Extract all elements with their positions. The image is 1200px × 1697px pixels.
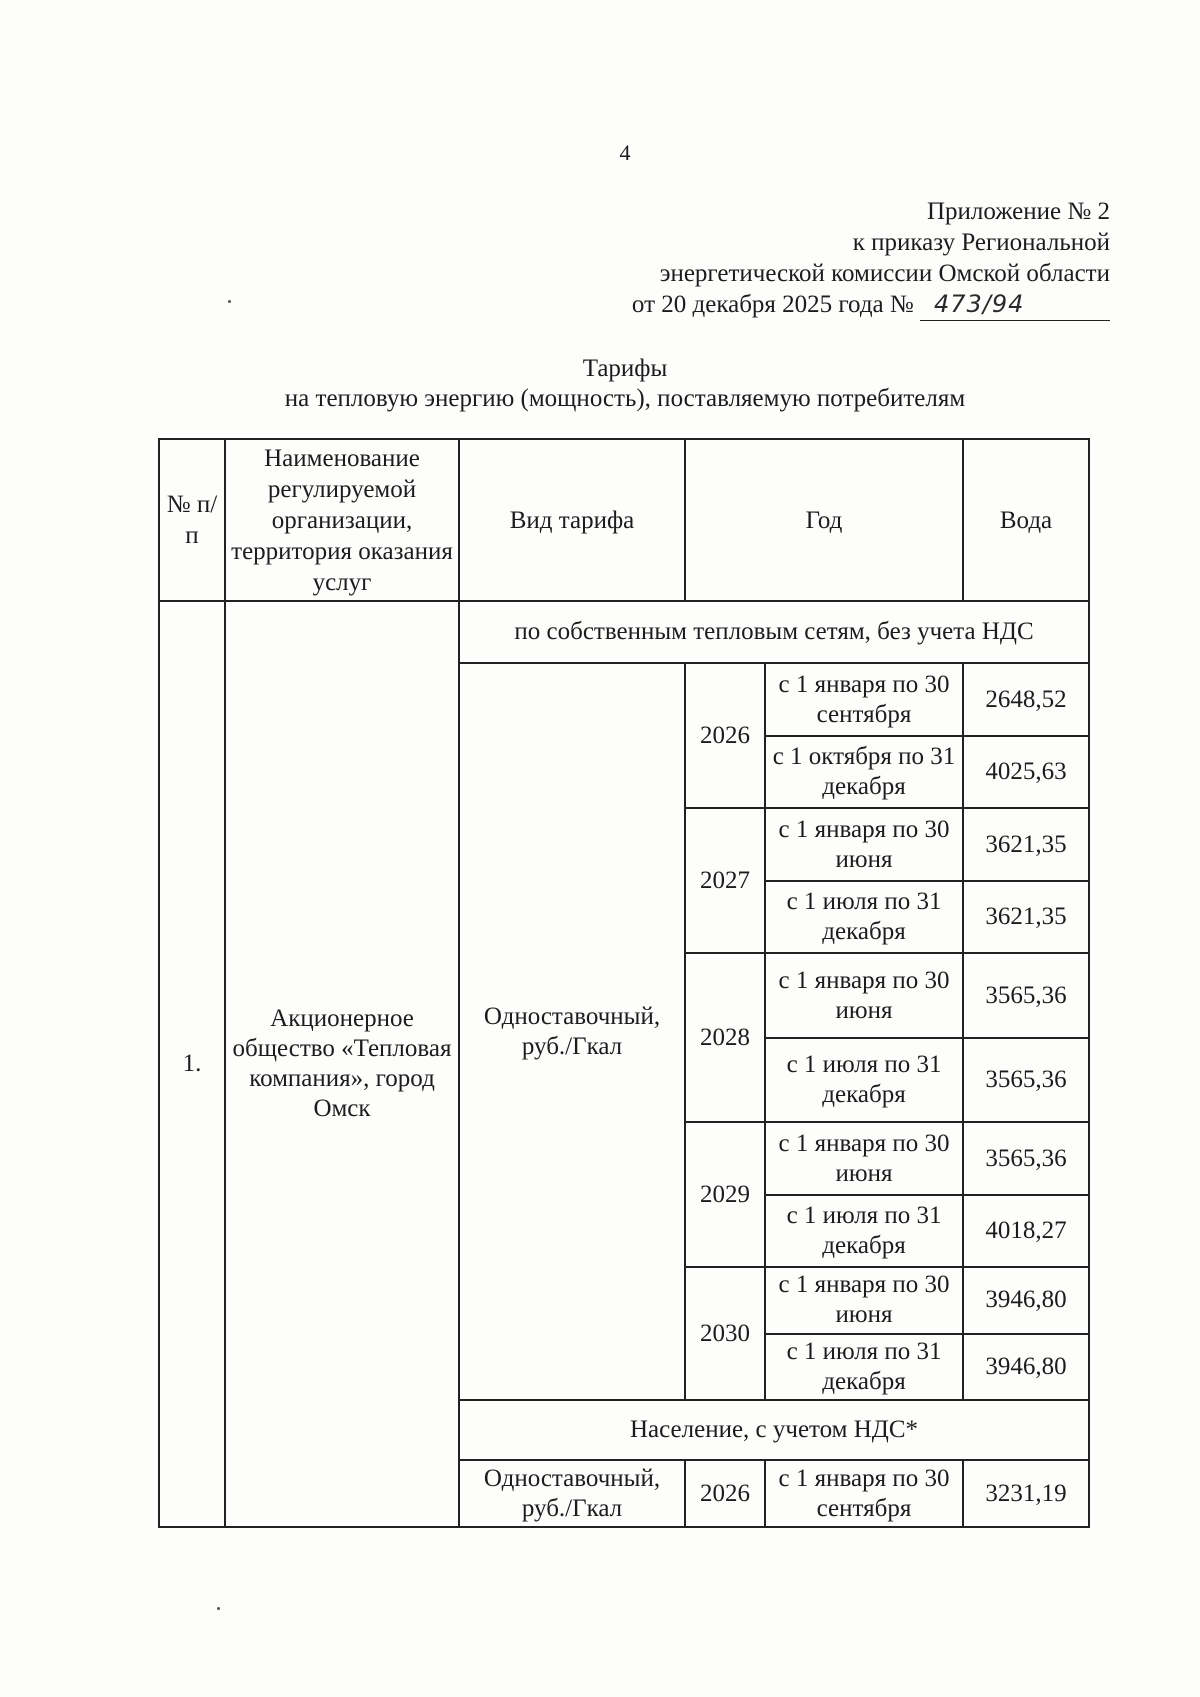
value-cell: 3621,35 [963,808,1089,880]
period-cell: с 1 января по 30 сентября [765,663,963,735]
header-num: № п/п [159,439,225,601]
period-cell: с 1 января по 30 июня [765,1122,963,1194]
tariff-table [158,438,1090,1528]
period-cell: с 1 июля по 31 декабря [765,1195,963,1267]
org-name: Акционерное общество «Тепловая компания», город Омск [225,601,459,1527]
year-cell: 2026 [685,1460,765,1527]
section-population: Население, с учетом НДС* [459,1400,1089,1460]
period-cell: с 1 июля по 31 декабря [765,1038,963,1123]
year-cell: 2028 [685,953,765,1122]
title-line-1: Тарифы [582,355,668,382]
header-vid: Вид тарифа [459,439,685,601]
order-number-field [920,289,1110,321]
appendix-line-1: Приложение № 2 [926,198,1110,225]
order-number: 473/94 [934,290,1025,318]
year-cell: 2026 [685,663,765,808]
tariff-type: Одноставочный, руб./Гкал [459,663,685,1400]
header-god: Год [685,439,963,601]
row-number: 1. [159,601,225,1527]
value-cell: 3565,36 [963,1122,1089,1194]
year-cell: 2029 [685,1122,765,1267]
appendix-line-3: энергетической комиссии Омской области [659,260,1110,287]
appendix-line-2: к приказу Региональной [852,229,1110,256]
value-cell: 3621,35 [963,881,1089,953]
year-cell: 2027 [685,808,765,953]
value-cell: 3565,36 [963,953,1089,1038]
table-row [159,601,1089,663]
table-header-row [159,439,1089,601]
header-voda: Вода [963,439,1089,601]
page-number: 4 [619,140,631,165]
title-line-2: на тепловую энергию (мощность), поставляемую потребителям [284,385,966,412]
document-title [0,354,1200,414]
value-cell: 4018,27 [963,1195,1089,1267]
scan-speck [228,300,231,303]
period-cell: с 1 июля по 31 декабря [765,1334,963,1400]
value-cell: 4025,63 [963,736,1089,808]
value-cell: 3231,19 [963,1460,1089,1527]
tariff-type-population: Одноставочный, руб./Гкал [459,1460,685,1527]
value-cell: 2648,52 [963,663,1089,735]
period-cell: с 1 января по 30 июня [765,953,963,1038]
header-org: Наименование регулируемой организации, территория оказания услуг [225,439,459,601]
value-cell: 3946,80 [963,1334,1089,1400]
value-cell: 3565,36 [963,1038,1089,1123]
period-cell: с 1 января по 30 сентября [765,1460,963,1527]
period-cell: с 1 января по 30 июня [765,1267,963,1333]
appendix-header [490,196,1110,321]
value-cell: 3946,80 [963,1267,1089,1333]
period-cell: с 1 июля по 31 декабря [765,881,963,953]
period-cell: с 1 октября по 31 декабря [765,736,963,808]
year-cell: 2030 [685,1267,765,1400]
appendix-line-4 [490,289,1110,321]
period-cell: с 1 января по 30 июня [765,808,963,880]
appendix-date: от 20 декабря 2025 года № [631,291,914,318]
scan-speck [217,1607,220,1610]
section-own-networks: по собственным тепловым сетям, без учета НДС [459,601,1089,663]
